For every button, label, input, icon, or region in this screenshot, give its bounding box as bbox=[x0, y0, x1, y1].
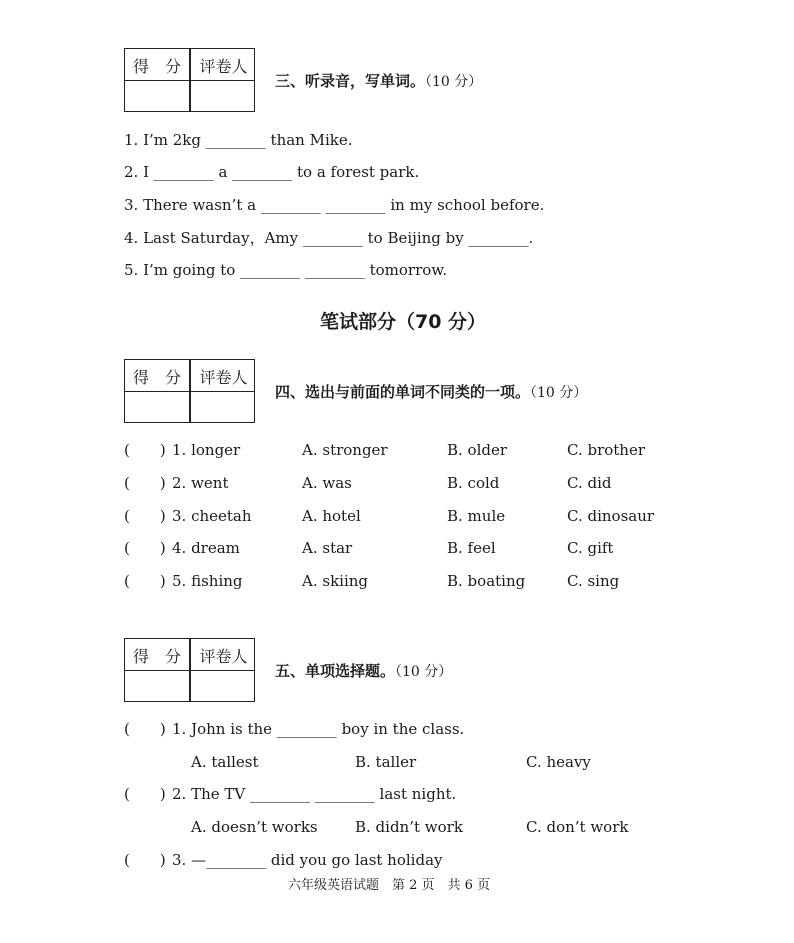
option-a: A. was bbox=[302, 474, 352, 492]
option-b: B. mule bbox=[447, 507, 506, 525]
section-3-title-text: 三、听录音，写单词。 bbox=[275, 72, 426, 90]
score-box bbox=[124, 48, 255, 112]
s4-word: 3. cheetah bbox=[172, 507, 252, 525]
score-box bbox=[124, 638, 255, 702]
section-4-title bbox=[275, 382, 587, 403]
option-c: C. gift bbox=[567, 539, 614, 557]
s3-item-2: 2. I ________ a ________ to a forest park. bbox=[124, 163, 420, 181]
s4-word: 2. went bbox=[172, 474, 229, 492]
section-5-title-text: 五、单项选择题。 bbox=[275, 662, 396, 680]
score-label: 得 分 bbox=[132, 57, 181, 76]
answer-paren[interactable]: ( ) bbox=[124, 572, 166, 590]
answer-paren[interactable]: ( ) bbox=[124, 785, 166, 803]
section-4-points: （10 分） bbox=[530, 385, 588, 401]
option-c: C. dinosaur bbox=[567, 507, 655, 525]
answer-paren[interactable]: ( ) bbox=[124, 507, 166, 525]
option-c: C. don’t work bbox=[526, 818, 629, 836]
score-box bbox=[124, 359, 255, 423]
s3-item-4: 4. Last Saturday，Amy ________ to Beijing by ________. bbox=[124, 229, 534, 247]
answer-paren[interactable]: ( ) bbox=[124, 720, 166, 738]
option-a: A. stronger bbox=[302, 441, 388, 459]
option-b: B. boating bbox=[447, 572, 526, 590]
option-b: B. cold bbox=[447, 474, 500, 492]
option-a: A. skiing bbox=[302, 572, 369, 590]
option-a: A. hotel bbox=[302, 507, 361, 525]
s5-question-3: 3. —________ did you go last holiday bbox=[172, 851, 443, 869]
written-part-heading: 笔试部分（70 分） bbox=[320, 311, 487, 333]
score-label: 得 分 bbox=[132, 647, 181, 666]
answer-paren[interactable]: ( ) bbox=[124, 851, 166, 869]
option-b: B. older bbox=[447, 441, 508, 459]
option-b: B. didn’t work bbox=[355, 818, 463, 836]
grader-label: 评卷人 bbox=[199, 647, 248, 666]
option-c: C. sing bbox=[567, 572, 620, 590]
answer-paren[interactable]: ( ) bbox=[124, 474, 166, 492]
option-b: B. feel bbox=[447, 539, 496, 557]
s3-item-1: 1. I’m 2kg ________ than Mike. bbox=[124, 131, 353, 149]
section-4-title-text: 四、选出与前面的单词不同类的一项。 bbox=[275, 383, 531, 401]
section-5-points: （10 分） bbox=[395, 664, 453, 680]
option-c: C. did bbox=[567, 474, 612, 492]
option-a: A. star bbox=[302, 539, 353, 557]
s5-question-2: 2. The TV ________ ________ last night. bbox=[172, 785, 457, 803]
section-3-title bbox=[275, 71, 482, 92]
s3-item-3: 3. There wasn’t a ________ ________ in my school before. bbox=[124, 196, 545, 214]
s4-word: 1. longer bbox=[172, 441, 241, 459]
answer-paren[interactable]: ( ) bbox=[124, 539, 166, 557]
option-a: A. tallest bbox=[191, 753, 259, 771]
s4-word: 5. fishing bbox=[172, 572, 243, 590]
option-a: A. doesn’t works bbox=[191, 818, 318, 836]
s3-item-5: 5. I’m going to ________ ________ tomorrow. bbox=[124, 261, 448, 279]
section-3-points: （10 分） bbox=[425, 74, 483, 90]
answer-paren[interactable]: ( ) bbox=[124, 441, 166, 459]
grader-label: 评卷人 bbox=[199, 57, 248, 76]
page-footer: 六年级英语试题 第 2 页 共 6 页 bbox=[288, 878, 491, 893]
option-c: C. heavy bbox=[526, 753, 591, 771]
grader-label: 评卷人 bbox=[199, 368, 248, 387]
option-c: C. brother bbox=[567, 441, 646, 459]
s4-word: 4. dream bbox=[172, 539, 240, 557]
score-label: 得 分 bbox=[132, 368, 181, 387]
s5-question-1: 1. John is the ________ boy in the class. bbox=[172, 720, 465, 738]
option-b: B. taller bbox=[355, 753, 417, 771]
section-5-title bbox=[275, 661, 452, 682]
